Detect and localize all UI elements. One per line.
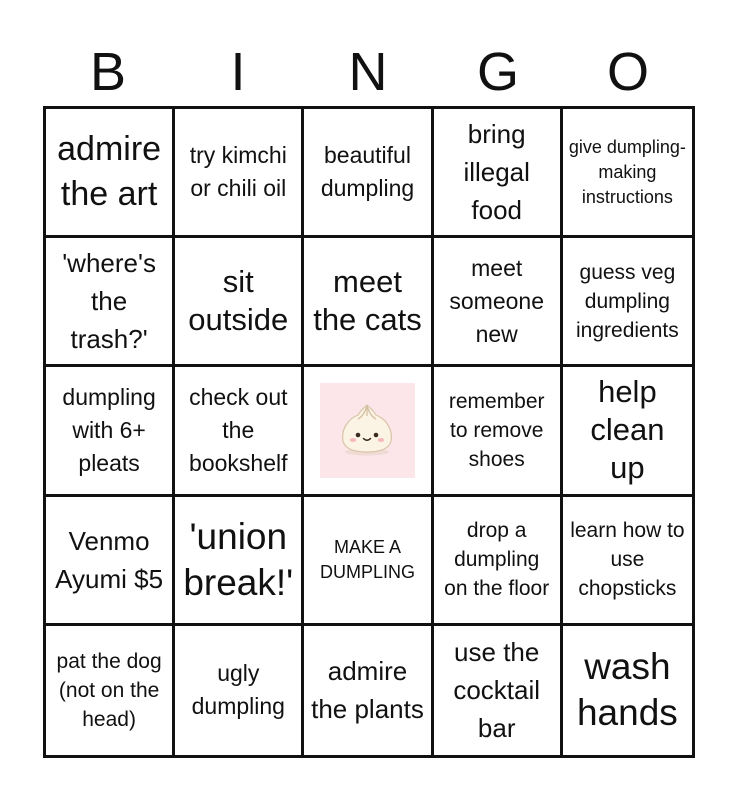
bingo-cell[interactable] — [304, 109, 433, 238]
bingo-cell-text: use the cocktail bar — [453, 637, 541, 744]
bingo-cell-text: guess veg dumpling ingredients — [576, 260, 679, 342]
header-letter-b: B — [89, 42, 127, 102]
bingo-cell-text: admire the art — [57, 130, 162, 214]
bingo-cell[interactable] — [175, 626, 304, 755]
bingo-cell-text: admire the plants — [311, 656, 424, 725]
bingo-header — [43, 38, 693, 106]
bingo-cell[interactable] — [175, 109, 304, 238]
bingo-cell-text: sit outside — [188, 264, 289, 338]
bingo-cell[interactable] — [175, 238, 304, 367]
bingo-cell-text: check out the bookshelf — [189, 383, 288, 476]
bingo-cell-text: drop a dumpling on the floor — [444, 519, 550, 601]
bingo-cell[interactable] — [175, 367, 304, 496]
bingo-cell[interactable] — [563, 238, 692, 367]
bingo-cell[interactable] — [434, 497, 563, 626]
bingo-cell-text: bring illegal food — [463, 119, 530, 226]
bingo-cell[interactable] — [434, 626, 563, 755]
bingo-cell[interactable] — [304, 626, 433, 755]
bingo-cell-text: beautiful dumpling — [320, 142, 415, 202]
bingo-cell-text: MAKE A DUMPLING — [319, 536, 415, 582]
bingo-cell[interactable] — [46, 238, 175, 367]
bingo-cell-text: meet the cats — [313, 264, 422, 338]
bingo-cell-text: help clean up — [590, 374, 665, 486]
bingo-cell[interactable] — [304, 238, 433, 367]
bingo-cell[interactable] — [563, 109, 692, 238]
bingo-cell-text: 'where's the trash?' — [62, 248, 156, 355]
bingo-cell[interactable] — [175, 497, 304, 626]
bingo-cell-text: try kimchi or chili oil — [189, 142, 287, 202]
bingo-cell[interactable] — [46, 109, 175, 238]
header-letter-o: O — [606, 42, 649, 102]
header-letter-g: G — [476, 42, 519, 102]
bingo-cell-text: remember to remove shoes — [448, 389, 545, 471]
bingo-cell-text: 'union break!' — [183, 515, 294, 603]
bingo-cell-text: ugly dumpling — [191, 660, 285, 720]
bingo-cell[interactable] — [304, 497, 433, 626]
bingo-cell[interactable] — [563, 497, 692, 626]
header-letter-n: N — [348, 42, 388, 102]
bingo-cell-text: meet someone new — [449, 254, 544, 347]
bingo-cell[interactable] — [46, 626, 175, 755]
bingo-cell[interactable] — [46, 367, 175, 496]
bingo-cell[interactable] — [563, 626, 692, 755]
bingo-cell-text: dumpling with 6+ pleats — [62, 383, 156, 476]
free-space-cell[interactable] — [304, 367, 433, 496]
free-space-image — [320, 383, 415, 478]
bingo-cell-text: wash hands — [576, 646, 678, 734]
bingo-cell[interactable] — [434, 109, 563, 238]
bingo-cell-text: learn how to use chopsticks — [570, 519, 685, 601]
header-letter-i: I — [230, 42, 246, 102]
bingo-cell[interactable] — [434, 238, 563, 367]
bingo-cell-text: Venmo Ayumi $5 — [55, 525, 164, 594]
cute-dumpling-icon — [336, 403, 398, 457]
bingo-cell-text: give dumpling-making instructions — [568, 136, 686, 207]
bingo-board — [43, 106, 695, 758]
bingo-cell-text: pat the dog (not on the head) — [56, 649, 162, 731]
bingo-cell[interactable] — [563, 367, 692, 496]
bingo-cell[interactable] — [46, 497, 175, 626]
bingo-cell[interactable] — [434, 367, 563, 496]
